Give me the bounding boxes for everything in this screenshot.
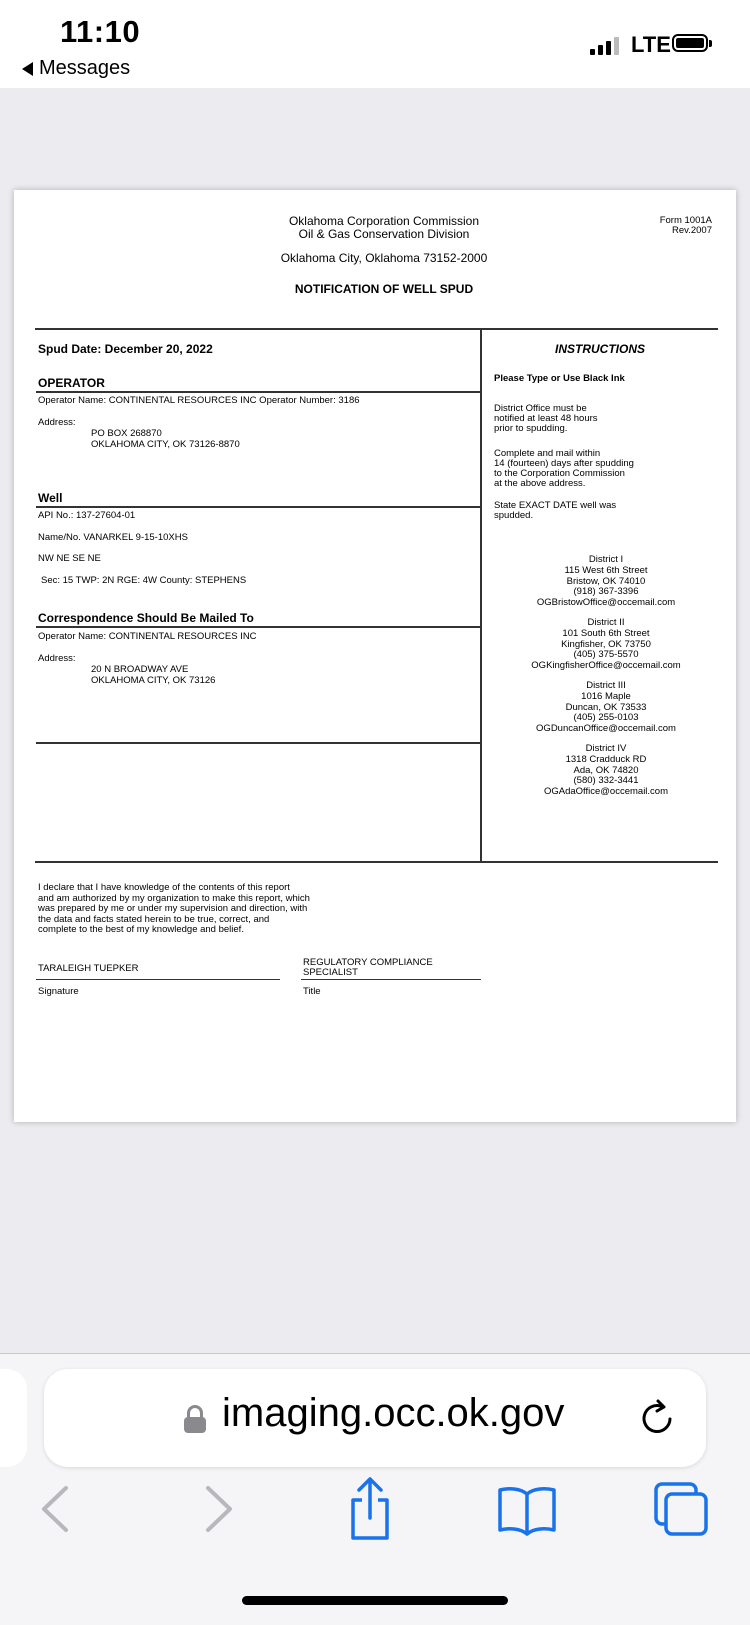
correspondence-name: Operator Name: CONTINENTAL RESOURCES INC <box>38 631 257 642</box>
back-arrow-icon <box>22 62 33 76</box>
district-4-email: OGAdaOffice@occemail.com <box>543 786 669 797</box>
well-heading: Well <box>38 491 63 505</box>
district-1-phone: (918) 367-3396 <box>573 586 639 597</box>
title-label: Title <box>303 986 321 997</box>
commission-name: Oklahoma Corporation Commission <box>288 214 480 228</box>
instructions-notify-2: notified at least 48 hours <box>494 413 598 424</box>
district-2-street: 101 South 6th Street <box>562 628 650 639</box>
district-3-email: OGDuncanOffice@occemail.com <box>536 723 676 734</box>
instructions-mail-2: 14 (fourteen) days after spudding <box>494 458 634 469</box>
correspondence-heading: Correspondence Should Be Mailed To <box>38 611 254 625</box>
form-number: Form 1001A <box>659 215 712 226</box>
district-2-email: OGKingfisherOffice@occemail.com <box>531 660 681 671</box>
district-1-email: OGBristowOffice@occemail.com <box>536 597 676 608</box>
form-title: NOTIFICATION OF WELL SPUD <box>294 282 474 296</box>
document-page <box>14 190 736 1122</box>
signal-strength-icon <box>590 35 619 55</box>
well-api: API No.: 137-27604-01 <box>38 510 136 521</box>
operator-heading: OPERATOR <box>38 376 105 390</box>
signature-line <box>36 979 280 980</box>
share-icon[interactable] <box>335 1474 405 1544</box>
declaration-line-1: I declare that I have knowledge of the contents of this report <box>38 882 290 893</box>
signer-title-line-2: SPECIALIST <box>303 967 358 978</box>
instructions-notify-1: District Office must be <box>494 403 587 414</box>
instructions-heading: INSTRUCTIONS <box>555 342 645 356</box>
bookmarks-icon[interactable] <box>492 1474 562 1544</box>
declaration-line-5: complete to the best of my knowledge and belief. <box>38 924 244 935</box>
back-label: Messages <box>39 57 131 79</box>
district-2-city: Kingfisher, OK 73750 <box>561 639 651 650</box>
declaration-line-3: was prepared by me or under my supervision and direction, with <box>38 903 308 914</box>
well-quarter: NW NE SE NE <box>38 553 101 564</box>
operator-address-line1: PO BOX 268870 <box>91 428 162 439</box>
title-line <box>301 979 481 980</box>
correspondence-address-label: Address: <box>38 653 76 664</box>
signer-title-line-1: REGULATORY COMPLIANCE <box>303 957 433 968</box>
operator-address-line2: OKLAHOMA CITY, OK 73126-8870 <box>91 439 240 450</box>
district-4-city: Ada, OK 74820 <box>573 765 639 776</box>
district-4-phone: (580) 332-3441 <box>573 775 639 786</box>
tabs-icon[interactable] <box>648 1474 718 1544</box>
well-rule <box>36 506 480 508</box>
signer-name: TARALEIGH TUEPKER <box>38 963 139 974</box>
back-icon[interactable] <box>22 1474 92 1544</box>
address-bar[interactable] <box>44 1369 706 1467</box>
district-1-name: District I <box>588 554 624 565</box>
commission-city: Oklahoma City, Oklahoma 73152-2000 <box>280 251 488 265</box>
district-3-street: 1016 Maple <box>581 691 631 702</box>
top-rule <box>35 328 718 330</box>
district-1-street: 115 West 6th Street <box>564 565 648 576</box>
form-revision: Rev.2007 <box>672 225 712 236</box>
url-text: imaging.occ.ok.gov <box>222 1391 565 1435</box>
declaration-line-4: the data and facts stated herein to be true, correct, and <box>38 914 270 925</box>
well-location: Sec: 15 TWP: 2N RGE: 4W County: STEPHENS <box>41 575 247 586</box>
instructions-mail-3: to the Corporation Commission <box>494 468 625 479</box>
forward-icon[interactable] <box>182 1474 252 1544</box>
signature-label: Signature <box>38 986 79 997</box>
battery-icon <box>672 34 708 52</box>
network-type: LTE <box>631 32 671 57</box>
column-divider <box>480 328 482 862</box>
instructions-exact-1: State EXACT DATE well was <box>494 500 617 511</box>
district-3-city: Duncan, OK 73533 <box>565 702 647 713</box>
operator-address-label: Address: <box>38 417 76 428</box>
district-2-phone: (405) 375-5570 <box>573 649 639 660</box>
previous-tab-peek[interactable] <box>0 1369 27 1467</box>
instructions-ink: Please Type or Use Black Ink <box>494 373 625 384</box>
browser-toolbar <box>0 1474 750 1554</box>
home-indicator[interactable] <box>242 1596 508 1605</box>
bottom-rule <box>35 861 718 863</box>
browser-chrome <box>0 1353 750 1625</box>
lock-icon <box>184 1405 206 1433</box>
declaration-line-2: and am authorized by my organization to make this report, which <box>38 893 310 904</box>
left-box-rule <box>36 742 480 744</box>
district-3-name: District III <box>586 680 626 691</box>
correspondence-rule <box>36 626 480 628</box>
district-1-city: Bristow, OK 74010 <box>566 576 646 587</box>
back-to-messages-button[interactable] <box>22 57 130 80</box>
clock: 11:10 <box>60 14 141 49</box>
spud-date: Spud Date: December 20, 2022 <box>38 342 213 356</box>
district-3-phone: (405) 255-0103 <box>573 712 639 723</box>
status-bar <box>0 0 750 88</box>
instructions-mail-4: at the above address. <box>494 478 586 489</box>
correspondence-address-line1: 20 N BROADWAY AVE <box>91 664 189 675</box>
district-4-street: 1318 Cradduck RD <box>565 754 647 765</box>
reload-icon[interactable] <box>636 1397 678 1439</box>
district-2-name: District II <box>587 617 625 628</box>
well-name: Name/No. VANARKEL 9-15-10XHS <box>38 532 188 543</box>
correspondence-address-line2: OKLAHOMA CITY, OK 73126 <box>91 675 216 686</box>
division-name: Oil & Gas Conservation Division <box>298 227 470 241</box>
instructions-mail-1: Complete and mail within <box>494 448 601 459</box>
district-4-name: District IV <box>585 743 627 754</box>
operator-rule <box>36 391 480 393</box>
operator-name: Operator Name: CONTINENTAL RESOURCES INC Operator Number: 3186 <box>38 395 360 406</box>
instructions-exact-2: spudded. <box>494 510 534 521</box>
instructions-notify-3: prior to spudding. <box>494 423 568 434</box>
